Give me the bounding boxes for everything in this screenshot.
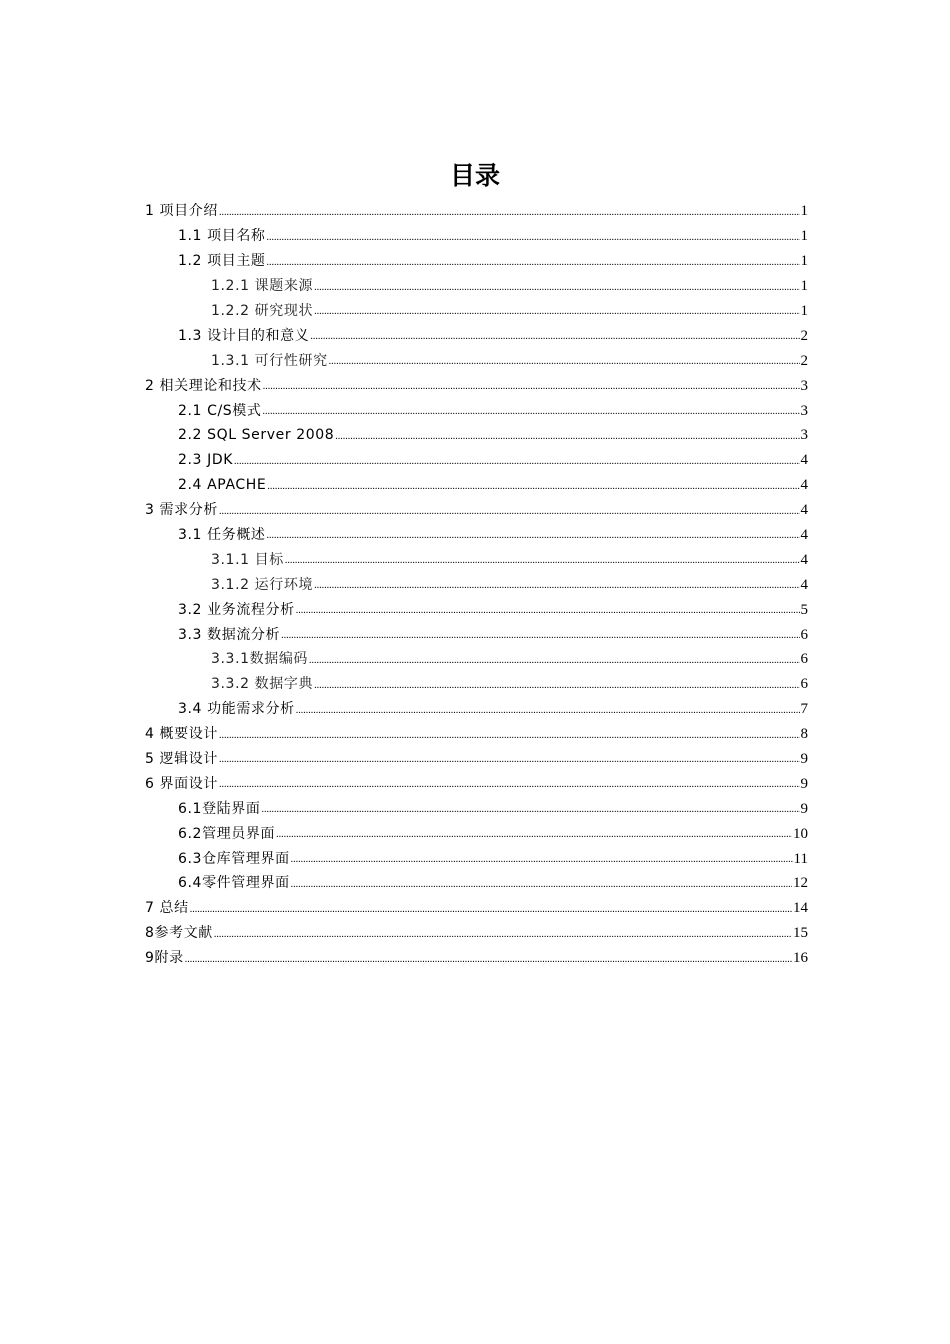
toc-entry-page-number: 2 xyxy=(800,327,808,344)
toc-entry[interactable] xyxy=(145,722,808,747)
toc-entry-page-number: 14 xyxy=(793,900,808,917)
toc-entry[interactable] xyxy=(145,597,808,622)
toc-entry-page-number: 1 xyxy=(800,278,808,295)
toc-entry-label: 8参考文献 xyxy=(145,925,213,942)
dot-leader xyxy=(219,507,800,517)
toc-entry-label: 2.4 APACHE xyxy=(178,477,267,494)
toc-entry-page-number: 9 xyxy=(800,800,808,817)
toc-entry-label: 7 总结 xyxy=(145,900,189,917)
toc-entry[interactable] xyxy=(145,796,808,821)
toc-entry-label: 2.3 JDK xyxy=(178,452,234,469)
toc-entry[interactable] xyxy=(145,323,808,348)
toc-entry-page-number: 8 xyxy=(800,726,808,743)
toc-entry-label: 6.3仓库管理界面 xyxy=(178,850,290,867)
toc-entry-page-number: 4 xyxy=(800,527,808,544)
toc-entry[interactable] xyxy=(145,846,808,871)
toc-entry-page-number: 11 xyxy=(793,850,808,867)
dot-leader xyxy=(309,656,799,666)
toc-entry-label: 3.3.1数据编码 xyxy=(211,651,309,668)
toc-entry[interactable] xyxy=(145,398,808,423)
dot-leader xyxy=(219,755,800,765)
toc-entry[interactable] xyxy=(145,423,808,448)
toc-entry-page-number: 4 xyxy=(800,576,808,593)
toc-entry-label: 1.3 设计目的和意义 xyxy=(178,327,310,344)
toc-entry-page-number: 4 xyxy=(800,502,808,519)
toc-entry-label: 3.3.2 数据字典 xyxy=(211,676,314,693)
dot-leader xyxy=(285,556,800,566)
toc-entry[interactable] xyxy=(145,672,808,697)
toc-entry-label: 3.4 功能需求分析 xyxy=(178,701,295,718)
toc-entry-page-number: 7 xyxy=(800,701,808,718)
dot-leader xyxy=(296,706,800,716)
dot-leader xyxy=(219,208,800,218)
toc-entry[interactable] xyxy=(145,572,808,597)
toc-entry[interactable] xyxy=(145,896,808,921)
page-title: 目录 xyxy=(449,161,500,190)
toc-entry-page-number: 4 xyxy=(800,452,808,469)
toc-entry-label: 1.2 项目主题 xyxy=(178,253,266,270)
toc-entry-label: 1.1 项目名称 xyxy=(178,228,266,245)
toc-entry-label: 3.2 业务流程分析 xyxy=(178,601,295,618)
toc-entry[interactable] xyxy=(145,647,808,672)
toc-entry-page-number: 3 xyxy=(800,377,808,394)
dot-leader xyxy=(267,482,799,492)
toc-entry-label: 6.4零件管理界面 xyxy=(178,875,290,892)
toc-entry-label: 2 相关理论和技术 xyxy=(145,377,262,394)
dot-leader xyxy=(267,531,800,541)
toc-entry[interactable] xyxy=(145,274,808,299)
dot-leader xyxy=(267,258,800,268)
toc-entry[interactable] xyxy=(145,771,808,796)
toc-entry[interactable] xyxy=(145,498,808,523)
toc-entry-page-number: 10 xyxy=(793,825,808,842)
toc-entry-label: 3.1 任务概述 xyxy=(178,527,266,544)
toc-entry-label: 3.3 数据流分析 xyxy=(178,626,281,643)
dot-leader xyxy=(314,283,799,293)
dot-leader xyxy=(314,581,799,591)
toc-entry-page-number: 12 xyxy=(793,875,808,892)
toc-entry[interactable] xyxy=(145,249,808,274)
toc-entry-page-number: 1 xyxy=(800,203,808,220)
toc-entry-label: 3 需求分析 xyxy=(145,502,218,519)
toc-entry-page-number: 3 xyxy=(800,427,808,444)
toc-entry-page-number: 1 xyxy=(800,228,808,245)
toc-entry-label: 6.1登陆界面 xyxy=(178,800,261,817)
toc-entry[interactable] xyxy=(145,697,808,722)
toc-entry-label: 1.3.1 可行性研究 xyxy=(211,352,328,369)
dot-leader xyxy=(314,307,799,317)
toc-entry[interactable] xyxy=(145,348,808,373)
toc-entry-page-number: 4 xyxy=(800,551,808,568)
toc-entry-page-number: 6 xyxy=(800,676,808,693)
toc-entry[interactable] xyxy=(145,747,808,772)
dot-leader xyxy=(329,357,800,367)
toc-entry-page-number: 9 xyxy=(800,751,808,768)
toc-entry[interactable] xyxy=(145,448,808,473)
dot-leader xyxy=(276,830,792,840)
dot-leader xyxy=(190,905,792,915)
toc-entry[interactable] xyxy=(145,622,808,647)
dot-leader xyxy=(267,233,800,243)
toc-entry[interactable] xyxy=(145,473,808,498)
toc-entry-label: 1.2.2 研究现状 xyxy=(211,303,314,319)
toc-entry-page-number: 2 xyxy=(800,352,808,369)
toc-entry-page-number: 15 xyxy=(793,925,808,942)
toc-entry-page-number: 1 xyxy=(800,253,808,270)
toc-entry[interactable] xyxy=(145,871,808,896)
toc-entry-label: 3.1.2 运行环境 xyxy=(211,576,314,593)
toc-entry-page-number: 9 xyxy=(800,775,808,792)
toc-entry[interactable] xyxy=(145,921,808,946)
toc-entry[interactable] xyxy=(145,523,808,548)
toc-entry-label: 1 项目介绍 xyxy=(145,203,218,220)
dot-leader xyxy=(234,457,799,467)
dot-leader xyxy=(185,955,792,965)
dot-leader xyxy=(261,805,799,815)
dot-leader xyxy=(314,681,799,691)
table-of-contents xyxy=(145,199,808,971)
dot-leader xyxy=(263,407,800,417)
toc-entry-label: 1.2.1 课题来源 xyxy=(211,278,314,295)
dot-leader xyxy=(263,382,800,392)
toc-entry-page-number: 3 xyxy=(800,402,808,419)
dot-leader xyxy=(335,432,799,442)
toc-entry-label: 4 概要设计 xyxy=(145,726,218,743)
toc-entry-label: 9附录 xyxy=(145,950,184,967)
dot-leader xyxy=(291,880,792,890)
toc-entry-label: 2.1 C/S模式 xyxy=(178,402,262,419)
dot-leader xyxy=(291,855,793,865)
toc-entry[interactable] xyxy=(145,224,808,249)
toc-entry-label: 2.2 SQL Server 2008 xyxy=(178,427,335,444)
toc-entry[interactable] xyxy=(145,199,808,224)
toc-entry[interactable] xyxy=(145,547,808,572)
dot-leader xyxy=(219,731,800,741)
toc-entry-label: 6.2管理员界面 xyxy=(178,825,276,842)
dot-leader xyxy=(296,606,800,616)
toc-entry-label: 3.1.1 目标 xyxy=(211,551,284,568)
dot-leader xyxy=(281,631,799,641)
toc-entry[interactable] xyxy=(145,821,808,846)
toc-entry-page-number: 6 xyxy=(800,626,808,643)
dot-leader xyxy=(219,780,800,790)
toc-entry[interactable] xyxy=(145,946,808,971)
toc-entry-page-number: 1 xyxy=(800,303,808,319)
toc-entry-page-number: 5 xyxy=(800,601,808,618)
toc-entry[interactable] xyxy=(145,299,808,324)
toc-entry-page-number: 16 xyxy=(793,950,808,967)
toc-entry-label: 5 逻辑设计 xyxy=(145,751,218,768)
toc-entry-label: 6 界面设计 xyxy=(145,775,218,792)
toc-entry-page-number: 4 xyxy=(800,477,808,494)
toc-entry[interactable] xyxy=(145,373,808,398)
dot-leader xyxy=(214,930,792,940)
toc-entry-page-number: 6 xyxy=(800,651,808,668)
dot-leader xyxy=(310,332,799,342)
